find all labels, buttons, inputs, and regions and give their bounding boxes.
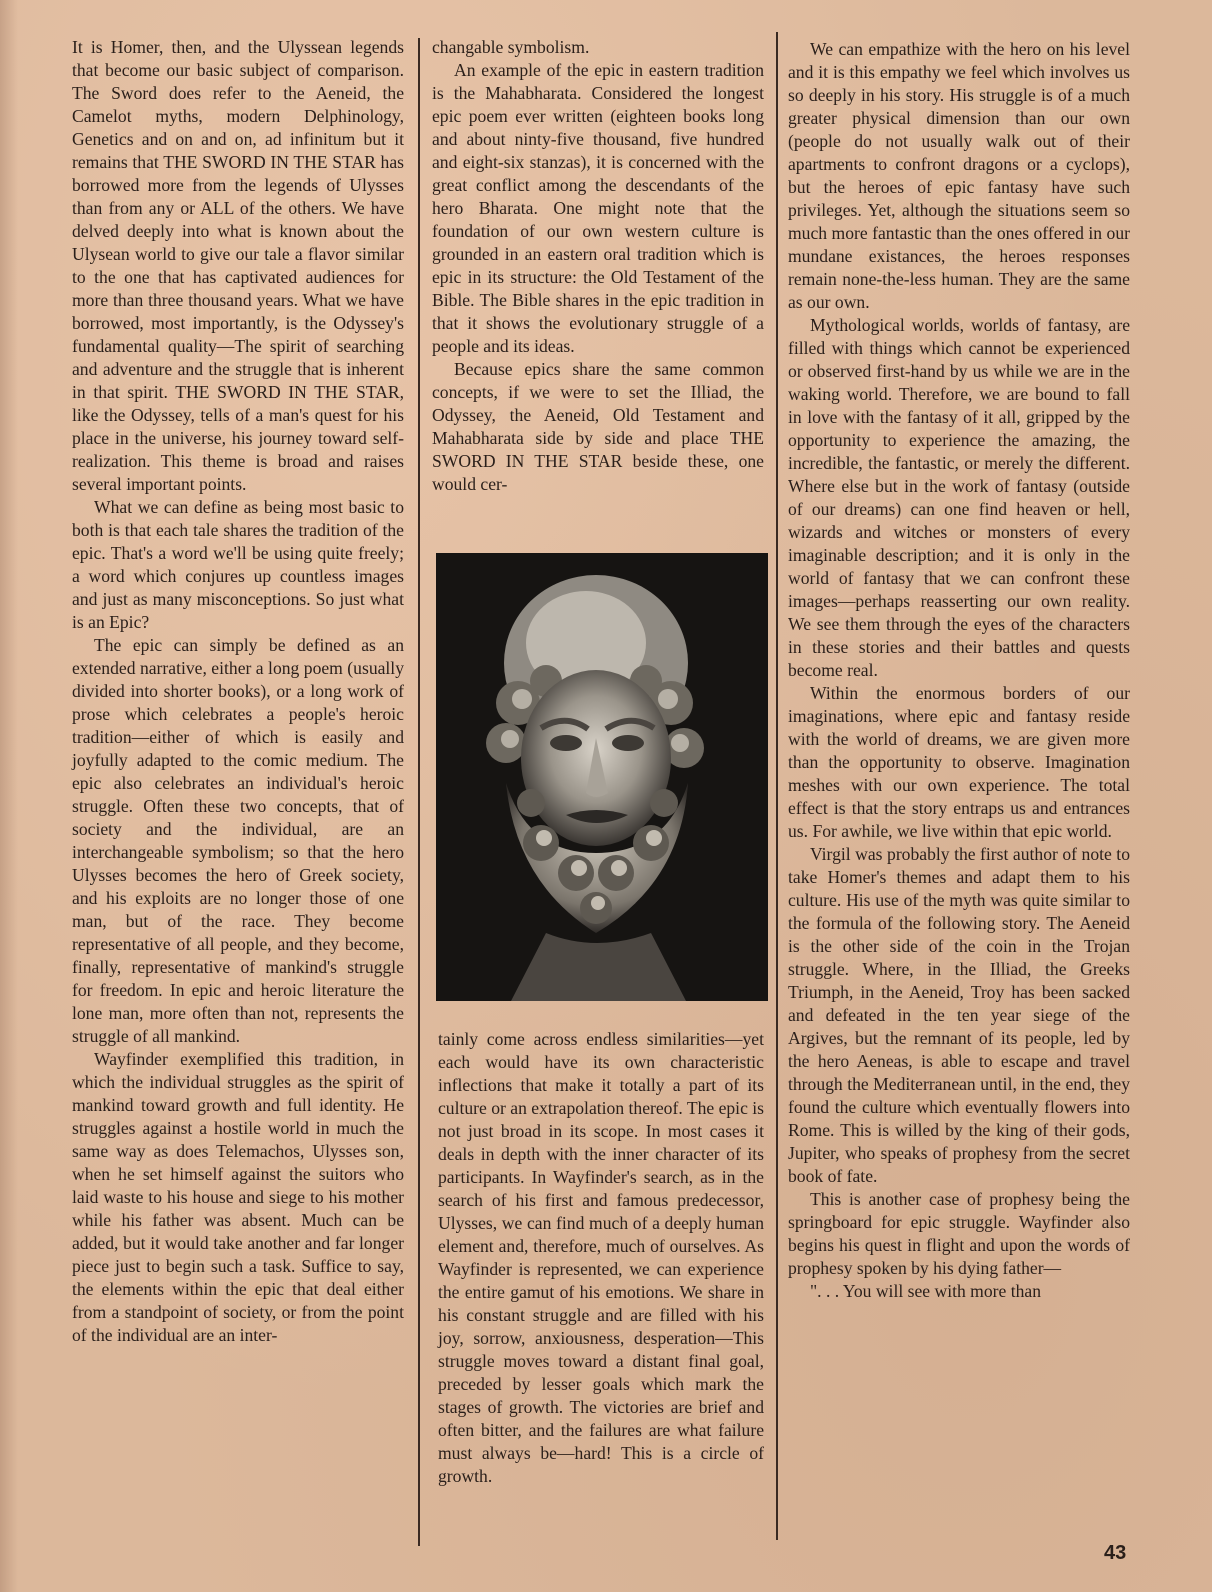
page-number: 43 [1104,1542,1127,1564]
paragraph: tainly come across endless similarities—yet each would have its own characteristic inflections that make it totally a part of its culture or an extrapolation thereof. The epic is not just broad in its scope. In most cases it deals in depth with the inner character of its participants. In Wayfinder's search, as in the search of his first and famous predecessor, Ulysses, we can find much of a deeply human element and, therefore, much of ourselves. As Wayfinder is represented, we can experience the entire gamut of his emotions. We share in his constant struggle and are filled with his joy, sorrow, anxiousness, desperation—This struggle moves toward a distant final goal, preceded by lesser goals which mark the stages of growth. The victories are brief and often bitter, and the failures are what failure must always be—hard! This is a circle of growth. [438,1029,765,1486]
page-edge-shadow [0,0,18,1592]
paragraph: Mythological worlds, worlds of fantasy, are filled with things which cannot be experienced or observed first-hand by us while we are in the waking world. Therefore, we are bound to fall in love with the fantasy of it all, gripped by the opportunity to experience the amazing, the incredible, the fantastic, or merely the different. Where else but in the work of fantasy (outside of our dreams) can one find heaven or hell, wizards and witches or monsters of every imaginable description; and it is only in the world of fantasy that we can confront these images—perhaps reasserting our own reality. We see them through the eyes of the characters in these stories and their battles and quests become real. [788,315,1130,680]
paragraph: It is Homer, then, and the Ulyssean legends that become our basic subject of comparison. The Sword does refer to the Aeneid, the Camelot myths, modern Delphinology, Genetics and on and on, ad infinitum but it remains that THE SWORD IN THE STAR has borrowed more from the legends of Ulysses than from any or ALL of the others. We have delved deeply into what is known about the Ulysean world to give our tale a flavor similar to the one that has captivated audiences for more than three thousand years. What we have borrowed, most importantly, is the Odyssey's fundamental quality—The spirit of searching and adventure and the struggle that is inherent in that spirit. THE SWORD IN THE STAR, like the Odyssey, tells of a man's quest for his place in the universe, his journey toward self-realization. This theme is broad and raises several important points. [72,37,404,494]
paragraph: ". . . You will see with more than [810,1281,1042,1301]
text-column-middle-bottom [438,1028,764,1488]
text-column-left [72,36,404,1347]
bust-illustration [436,553,768,1001]
paragraph: changable symbolism. [432,37,590,57]
text-column-middle-top [432,36,764,496]
paragraph: What we can define as being most basic to both is that each tale shares the tradition of the epic. That's a word we'll be using quite freely; a word which conjures up countless images and just as many misconceptions. So just what is an Epic? [72,497,404,632]
column-divider-left [418,38,420,1546]
paragraph: Because epics share the same common concepts, if we were to set the Illiad, the Odyssey, the Aeneid, Old Testament and Mahabharata side by side and place THE SWORD IN THE STAR beside these, one would cer- [432,359,764,494]
paragraph: The epic can simply be defined as an extended narrative, either a long poem (usually divided into shorter books), or a long work of prose which celebrates a people's heroic tradition—either of which is easily and joyfully adapted to the comic medium. The epic also celebrates an individual's heroic struggle. Often these two concepts, that of society and the individual, are an interchangeable symbolism; so that the hero Ulysses becomes the hero of Greek society, and his exploits are no longer those of one man, but of the race. They become representative of all people, and they become, finally, representative of mankind's struggle for freedom. In epic and heroic literature the lone man, more often than not, represents the struggle of all mankind. [72,635,404,1046]
paragraph: Wayfinder exemplified this tradition, in which the individual struggles as the spirit of mankind toward growth and full identity. He struggles against a hostile world in much the same way as does Telemachos, Ulysses son, when he set himself against the suitors who laid waste to his house and siege to his mother while his father was absent. Much can be added, but it would take another and far longer piece just to begin such a task. Suffice to say, the elements within the epic that deal either from a standpoint of society, or from the point of the individual are an inter- [72,1049,404,1345]
paragraph: We can empathize with the hero on his level and it is this empathy we feel which involves us so deeply in his story. His struggle is of a much greater physical dimension than our own (people do not usually walk out of their apartments to confront dragons or a cyclops), but the heroes of epic fantasy have such privileges. Yet, although the situations seem so much more fantastic than the ones offered in our mundane existances, the heroes responses remain none-the-less human. They are the same as our own. [788,39,1130,312]
paragraph: Within the enormous borders of our imaginations, where epic and fantasy reside with the world of dreams, we are given more than the opportunity to observe. Imagination meshes with our own experience. The total effect is that the story entraps us and entrances us. For awhile, we live within that epic world. [788,683,1130,841]
column-divider-right [776,32,778,1540]
paragraph: Virgil was probably the first author of note to take Homer's themes and adapt them to his culture. His use of the myth was quite similar to the formula of the following story. The Aeneid is the other side of the coin in the Trojan struggle. Where, in the Illiad, the Greeks Triumph, in the Aeneid, Troy has been sacked and defeated in the ten year siege of the Argives, but the remnant of its people, led by the hero Aeneas, is able to escape and travel through the Mediterranean until, in the end, they found the culture which eventually flowers into Rome. This is willed by the king of their gods, Jupiter, who speaks of prophesy from the secret book of fate. [788,844,1130,1186]
statue-photo [436,553,768,1001]
text-column-right [788,38,1130,1303]
paragraph: An example of the epic in eastern tradition is the Mahabharata. Considered the longest epic poem ever written (eighteen books long and about ninty-five thousand, five hundred and eight-six stanzas), it is concerned with the great conflict among the descendants of the hero Bharata. One might note that the foundation of our own western culture is grounded in an eastern oral tradition which is epic in its structure: the Old Testament of the Bible. The Bible shares in the epic tradition in that it shows the evolutionary struggle of a people and its ideas. [432,60,764,356]
paragraph: This is another case of prophesy being the springboard for epic struggle. Wayfinder also begins his quest in flight and upon the words of prophesy spoken by his dying father— [788,1189,1130,1278]
